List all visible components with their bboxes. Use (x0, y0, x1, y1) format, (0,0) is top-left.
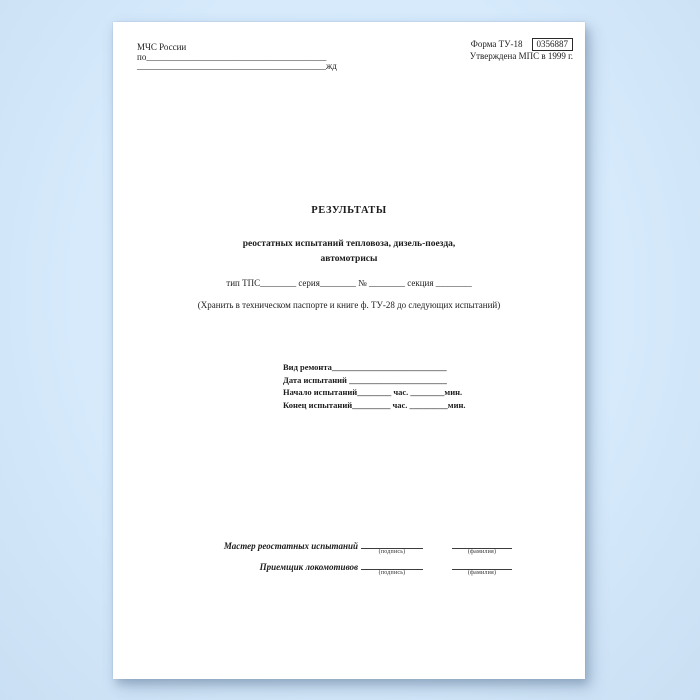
doc-subtitle-line2: автомотрисы (320, 254, 378, 264)
test-info-block (283, 361, 466, 411)
railway-blank-line: __________________________________________ (137, 61, 326, 71)
signature-field-surname (452, 561, 512, 577)
signature-row-inspector (113, 561, 585, 577)
approval-note: Утверждена МПС в 1999 г. (469, 51, 573, 61)
doc-title: РЕЗУЛЬТАТЫ (311, 205, 387, 216)
test-end-row: Конец испытаний_________ час. _________мин. (283, 399, 466, 410)
tps-type-line: тип ТПС________ серия________ № ________ секция ________ (226, 278, 472, 288)
doc-subtitle (113, 237, 585, 267)
signature-role-label: Приемщик локомотивов (259, 562, 358, 572)
form-code-line (470, 38, 573, 51)
railway-line (137, 62, 337, 72)
signature-block (113, 540, 585, 577)
signature-line (452, 540, 512, 549)
signature-field-surname (452, 540, 512, 556)
header-right (470, 38, 573, 62)
po-prefix: по (137, 51, 147, 62)
signature-caption-podpis: (подпись) (378, 549, 406, 555)
signature-row-master (113, 540, 585, 556)
storage-note: (Хранить в техническом паспорте и книге ф. ТУ-28 до следующих испытаний) (197, 300, 501, 310)
signature-field-signature (361, 540, 423, 556)
repair-type-row: Вид ремонта___________________________ (283, 362, 447, 372)
railway-suffix: жд (326, 61, 337, 71)
form-code: Форма ТУ-18 (470, 39, 523, 49)
po-blank-line: ________________________________________ (146, 51, 327, 62)
signature-line (361, 540, 423, 549)
document-page (113, 22, 585, 679)
form-number-box: 0356887 (532, 38, 574, 51)
test-start-row: Начало испытаний________ час. ________мин. (283, 387, 463, 397)
signature-role-label: Мастер реостатных испытаний (223, 541, 358, 551)
org-name: МЧС России (137, 42, 187, 52)
signature-line (452, 561, 512, 570)
signature-caption-podpis: (подпись) (378, 570, 406, 576)
signature-caption-familia: (фамилия) (467, 570, 497, 576)
doc-subtitle-line1: реостатных испытаний тепловоза, дизель-поезда, (242, 239, 456, 249)
header-left (137, 43, 337, 72)
signature-line (361, 561, 423, 570)
signature-caption-familia: (фамилия) (467, 549, 497, 555)
test-date-row: Дата испытаний _______________________ (283, 374, 447, 385)
signature-field-signature (361, 561, 423, 577)
